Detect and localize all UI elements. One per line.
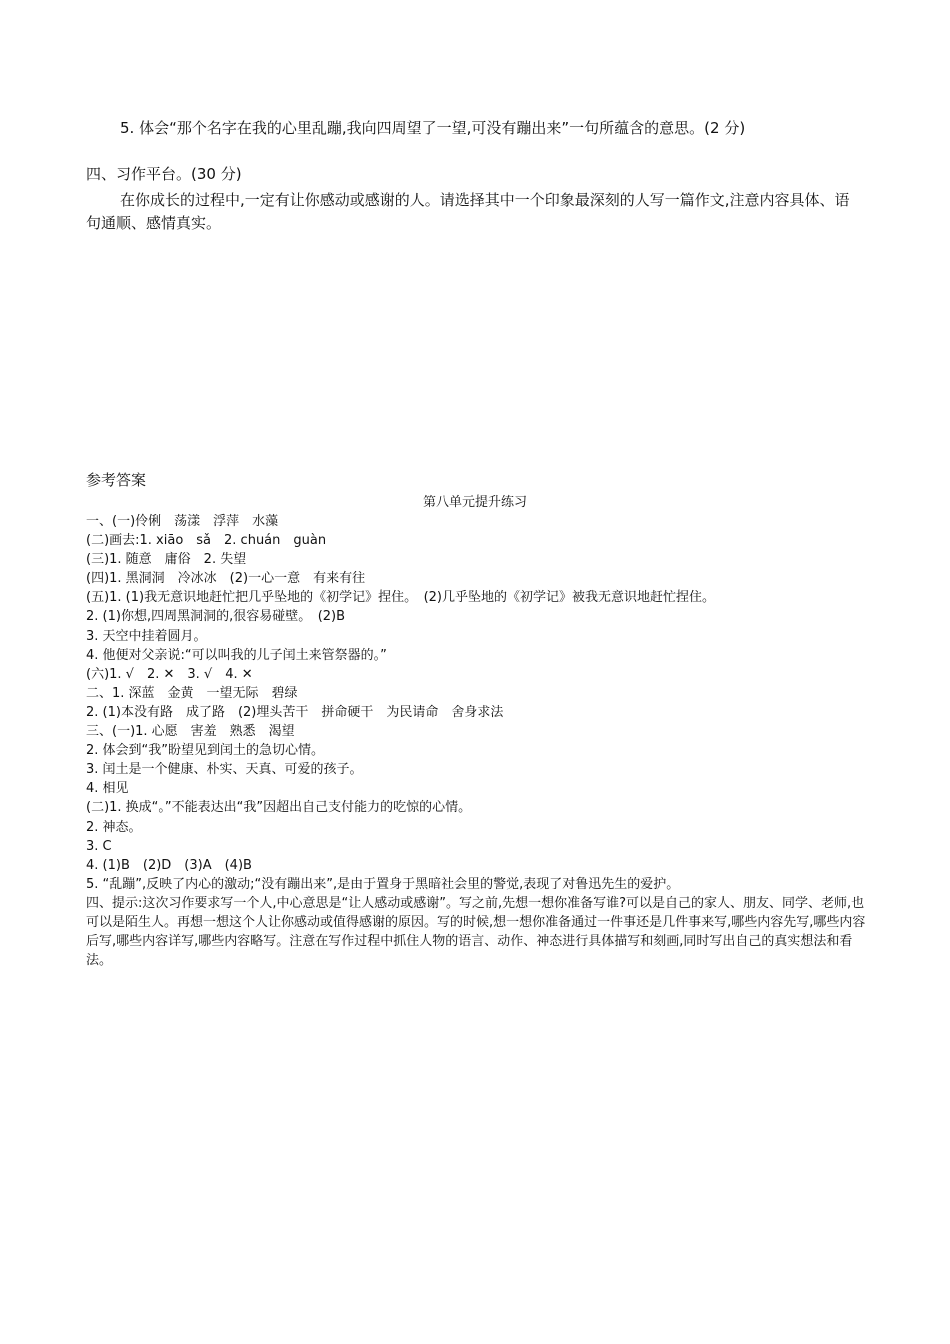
answer-line: (五)1. (1)我无意识地赶忙把几乎坠地的《初学记》捏住。 (2)几乎坠地的《初学记》被我无意识地赶忙捏住。 — [86, 590, 716, 606]
answer-line: 3. C — [86, 838, 112, 854]
answer-line: 2. (1)本没有路 成了路 (2)埋头苦干 拼命硬干 为民请命 舍身求法 — [86, 704, 504, 720]
answer-list — [86, 512, 866, 971]
answer-line: 三、(一)1. 心愿 害羞 熟悉 渴望 — [86, 724, 295, 740]
answer-line: 4. 相见 — [86, 781, 129, 797]
answer-line: 2. 体会到“我”盼望见到闰土的急切心情。 — [86, 743, 325, 759]
answer-line: (二)画去:1. xiāo sǎ 2. chuán guàn — [86, 533, 327, 549]
answer-line: 3. 闰土是一个健康、朴实、天真、可爱的孩子。 — [86, 762, 363, 778]
answer-line: (六)1. √ 2. ✕ 3. √ 4. ✕ — [86, 666, 253, 682]
answer-line: 4. (1)B (2)D (3)A (4)B — [86, 857, 252, 873]
section-4-title: 四、习作平台。(30 分) — [86, 165, 242, 183]
answer-line: (四)1. 黑洞洞 冷冰冰 (2)一心一意 有来有往 — [86, 571, 366, 587]
answers-heading: 参考答案 — [86, 471, 147, 489]
answer-line: 2. 神态。 — [86, 819, 142, 835]
answer-line: 2. (1)你想,四周黑洞洞的,很容易碰壁。 (2)B — [86, 609, 346, 625]
answer-line: 5. “乱蹦”,反映了内心的激动;“没有蹦出来”,是由于置身于黑暗社会里的警觉,表现了对鲁迅先生的爱护。 — [86, 876, 680, 892]
section-4-prompt: 在你成长的过程中,一定有让你感动或感谢的人。请选择其中一个印象最深刻的人写一篇作文,注意内容具体、语句通顺、感情真实。 — [86, 191, 850, 232]
unit-title: 第八单元提升练习 — [422, 495, 527, 510]
answer-line: (三)1. 随意 庸俗 2. 失望 — [86, 552, 247, 568]
answer-line: 二、1. 深蓝 金黄 一望无际 碧绿 — [86, 685, 298, 701]
question-5: 5. 体会“那个名字在我的心里乱蹦,我向四周望了一望,可没有蹦出来”一句所蕴含的意思。(2 分) — [120, 119, 746, 137]
answer-line: 四、提示:这次习作要求写一个人,中心意思是“让人感动或感谢”。写之前,先想一想你准备写谁?可以是自己的家人、朋友、同学、老师,也可以是陌生人。再想一想这个人让你感动或值得感谢的原因。写的时候,想一想你准备通过一件事还是几件事来写,哪些内容先写,哪些内容后写,哪些内容详写,哪些内容略写。注意在写作过程中抓住人物的语言、动作、神态进行具体描写和刻画,同时写出自己的真实想法和看法。 — [86, 895, 866, 969]
answer-line: (二)1. 换成“。”不能表达出“我”因超出自己支付能力的吃惊的心情。 — [86, 800, 472, 816]
answer-line: 4. 他便对父亲说:“可以叫我的儿子闰土来管祭器的。” — [86, 647, 387, 663]
answer-line: 3. 天空中挂着圆月。 — [86, 628, 207, 644]
answer-line: 一、(一)伶俐 荡漾 浮萍 水藻 — [86, 514, 279, 529]
